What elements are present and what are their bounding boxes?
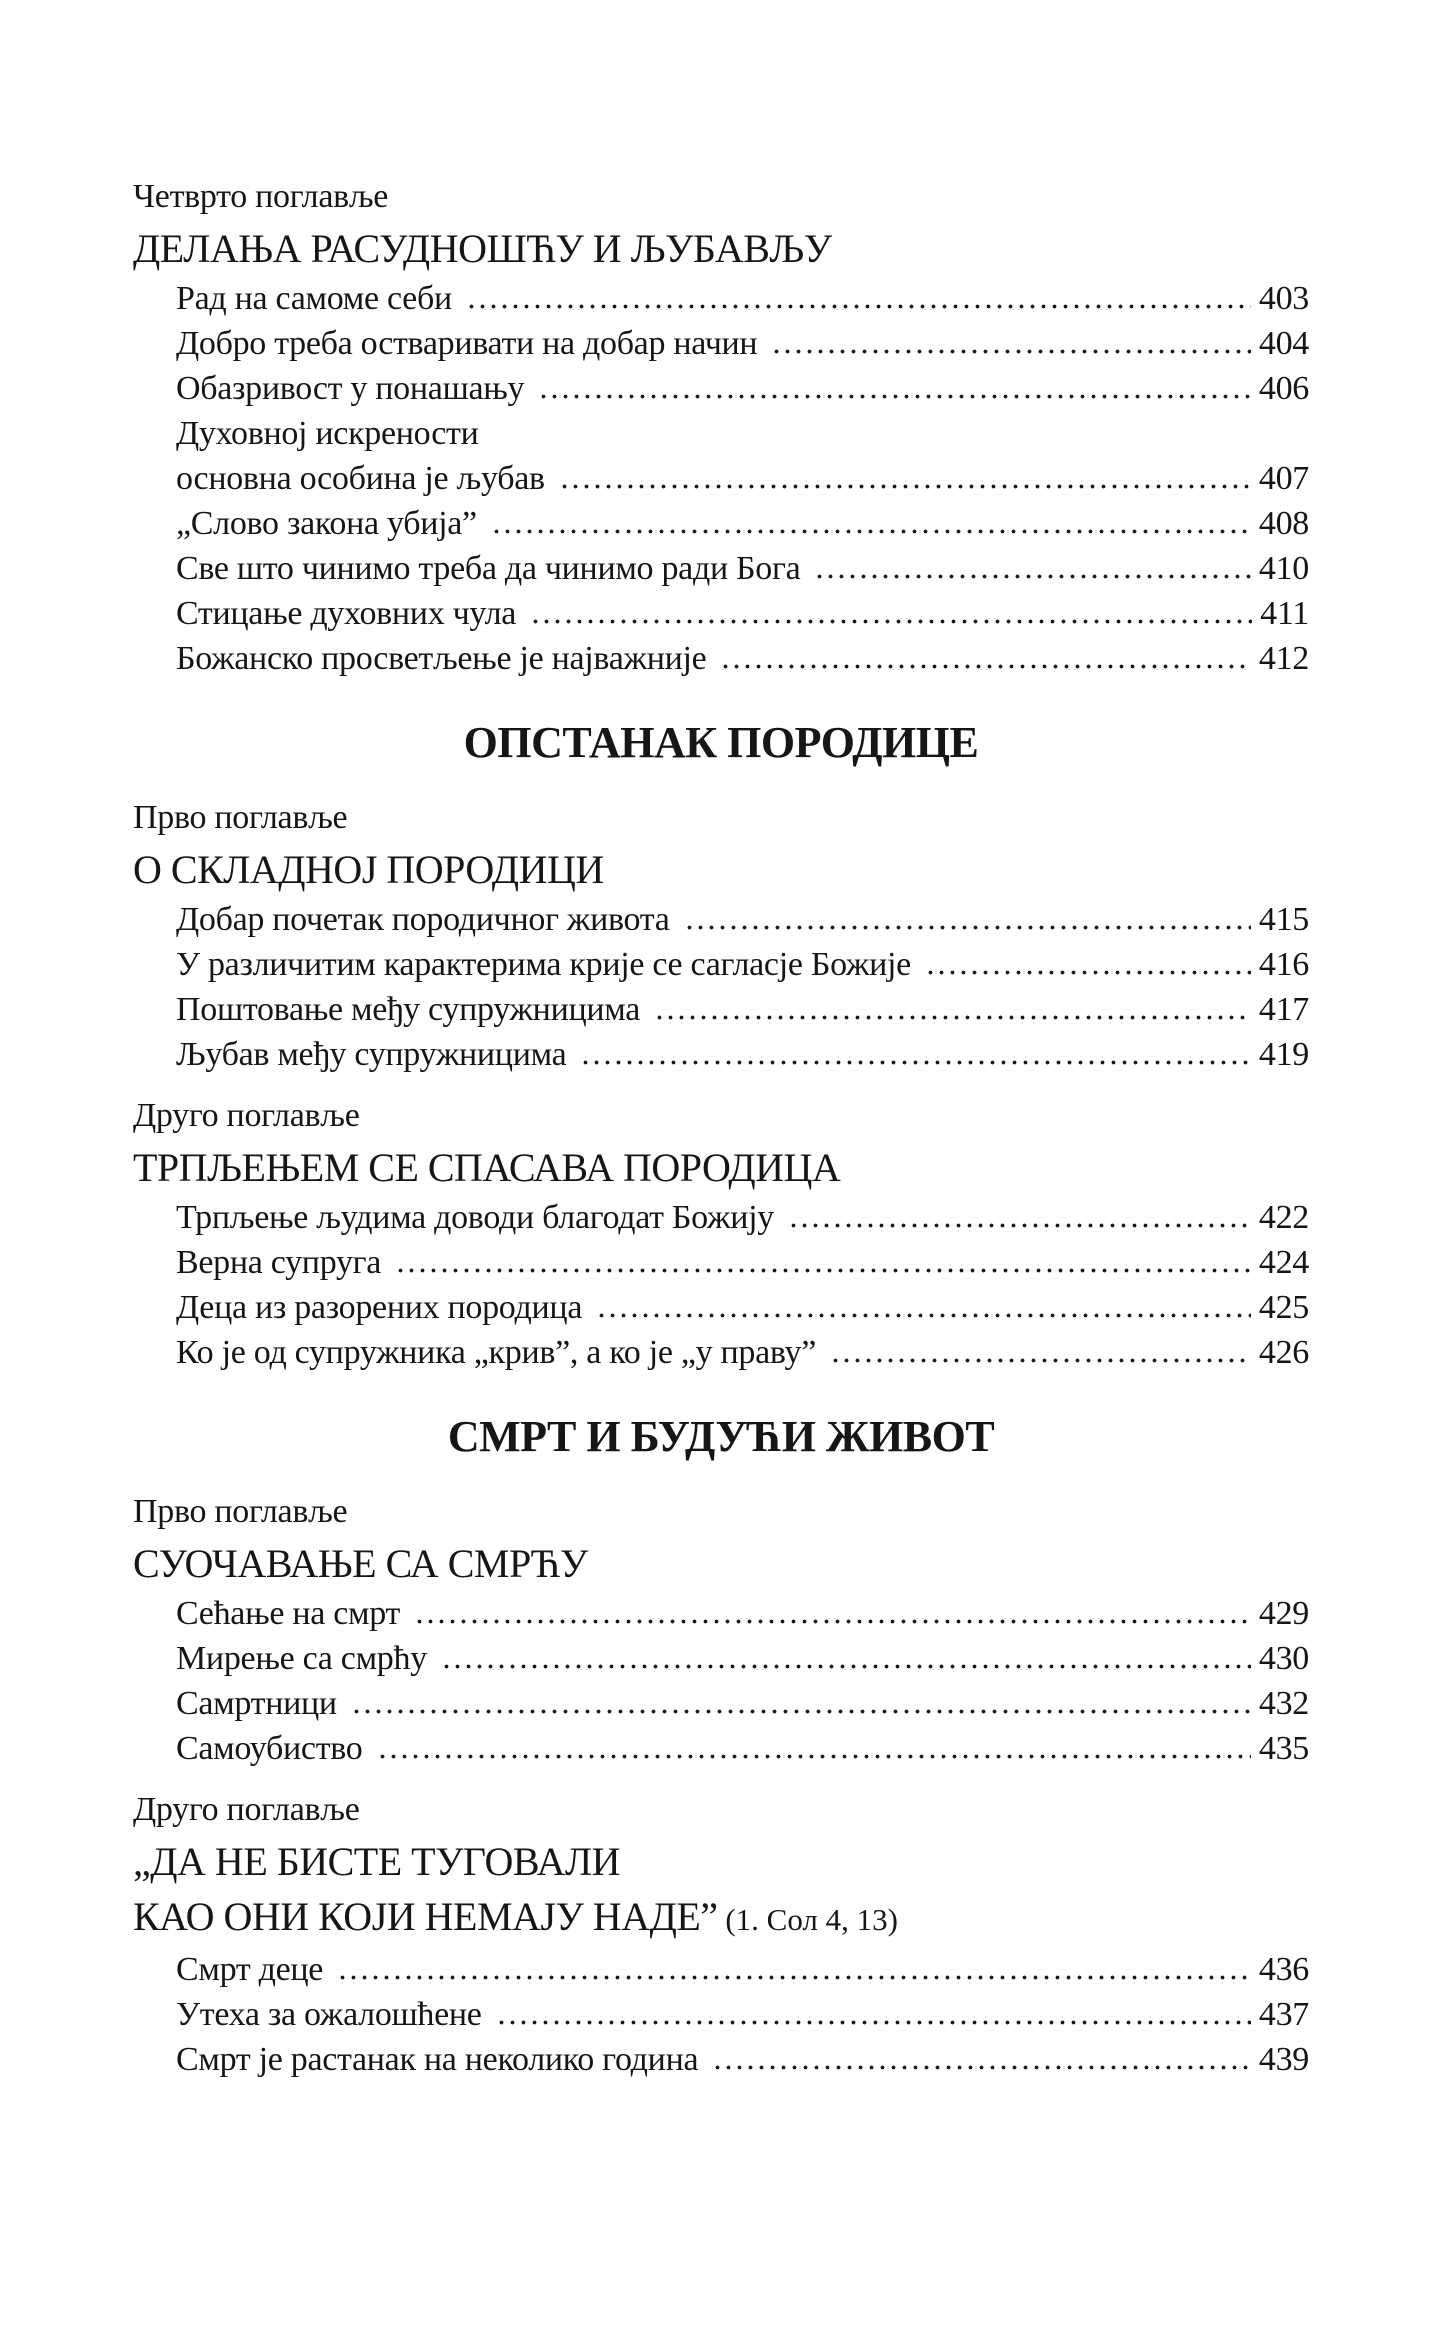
dot-leader [412,1619,1251,1624]
chapter-title: СУОЧАВАЊЕ СА СМРЋУ [133,1541,588,1586]
dot-leader [682,925,1251,930]
page-number: 407 [1258,460,1309,497]
page-number: 411 [1260,595,1309,632]
chapter-label: Прво поглавље [133,799,348,836]
toc-entry-title: Сећање на смрт [176,1595,401,1632]
toc-entry [133,546,1309,591]
toc-entry [133,1636,1309,1681]
chapter-title: ДЕЛАЊА РАСУДНОШЋУ И ЉУБАВЉУ [133,226,832,271]
toc-entry [133,1726,1309,1771]
toc-entry-title: Духовној искрености [176,415,479,452]
page-number: 425 [1258,1289,1309,1326]
dot-leader [594,1313,1251,1318]
chapter-title: О СКЛАДНОЈ ПОРОДИЦИ [133,847,604,892]
toc-entry-title: Добро треба остваривати на добар начин [176,325,758,362]
toc-entry-title: Мирење са смрћу [176,1640,427,1677]
toc-entry-title: Божанско просветљење је најважније [176,640,707,677]
toc-entry [133,1285,1309,1330]
toc-entry [133,2037,1309,2082]
scripture-reference: (1. Сол 4, 13) [717,1902,898,1937]
dot-leader [375,1754,1251,1759]
dot-leader [464,304,1251,309]
toc-entry [133,501,1309,546]
dot-leader [652,1015,1251,1020]
chapter-label: Друго поглавље [133,1791,360,1828]
dot-leader [828,1358,1251,1363]
toc-entry-title: Све што чинимо треба да чинимо ради Бога [176,550,801,587]
page-number: 403 [1258,280,1309,317]
page-number: 435 [1258,1730,1309,1767]
toc-entry-title: Обазривост у понашању [176,370,525,407]
toc-entry [133,942,1309,987]
toc-entry [133,1240,1309,1285]
page-number: 406 [1258,370,1309,407]
page-number: 430 [1258,1640,1309,1677]
toc-entry-title: основна особина је љубав [176,460,545,497]
dot-leader [393,1268,1251,1273]
chapter-label: Друго поглавље [133,1097,360,1134]
part-title: СМРТ И БУДУЋИ ЖИВОТ [447,1412,995,1461]
page-number: 424 [1258,1244,1309,1281]
toc-entry-title: Трпљење људима доводи благодат Божију [176,1199,774,1236]
dot-leader [349,1709,1251,1714]
toc-entry-title: У различитим карактерима крије се сагласје Божије [176,946,911,983]
toc-entry [133,591,1309,636]
page-number: 410 [1258,550,1309,587]
dot-leader [528,619,1252,624]
page-number: 412 [1258,640,1309,677]
toc-entry [133,456,1309,501]
dot-leader [489,529,1251,534]
toc-entry [133,366,1309,411]
dot-leader [536,394,1251,399]
dot-leader [578,1060,1251,1065]
toc-entry-title: Смрт је растанак на неколико година [176,2041,699,2078]
page-number: 417 [1258,991,1309,1028]
toc-entry-title: Стицање духовних чула [176,595,517,632]
toc-entry-title: Смрт деце [176,1951,324,1988]
toc-entry [133,1992,1309,2037]
table-of-contents [133,172,1309,2082]
page-number: 439 [1258,2041,1309,2078]
toc-entry [133,1591,1309,1636]
chapter-title: КАО ОНИ КОЈИ НЕМАЈУ НАДЕ” (1. Сол 4, 13) [133,1894,898,1939]
toc-entry-title: Добар почетак породичног живота [176,901,670,938]
toc-entry [133,1681,1309,1726]
chapter-title: ТРПЉЕЊЕМ СЕ СПАСАВА ПОРОДИЦА [133,1145,841,1190]
toc-entry [133,1947,1309,1992]
page-number: 426 [1258,1334,1309,1371]
page-number: 436 [1258,1951,1309,1988]
toc-entry [133,411,1309,456]
page-number: 408 [1258,505,1309,542]
dot-leader [718,664,1250,669]
toc-entry-title: Утеха за ожалошћене [176,1996,482,2033]
page-number: 404 [1258,325,1309,362]
page-number: 415 [1258,901,1309,938]
page-number: 419 [1258,1036,1309,1073]
page-number: 416 [1258,946,1309,983]
page-number: 432 [1258,1685,1309,1722]
part-title: ОПСТАНАК ПОРОДИЦЕ [463,718,979,767]
page-number: 437 [1258,1996,1309,2033]
toc-entry-title: Самоубиство [176,1730,363,1767]
toc-entry [133,1330,1309,1375]
toc-entry-title: Рад на самоме себи [176,280,452,317]
toc-entry [133,897,1309,942]
toc-entry [133,276,1309,321]
dot-leader [786,1223,1251,1228]
toc-entry-title: Деца из разорених породица [176,1289,583,1326]
dot-leader [557,484,1251,489]
toc-entry-title: Ко је од супружника „крив”, а ко је „у праву” [176,1334,816,1371]
toc-entry-title: Самртници [176,1685,337,1722]
dot-leader [812,574,1250,579]
toc-entry-title: Поштовање међу супружницима [176,991,641,1028]
toc-entry [133,987,1309,1032]
dot-leader [710,2065,1251,2070]
chapter-title: „ДА НЕ БИСТЕ ТУГОВАЛИ [133,1839,620,1884]
dot-leader [439,1664,1251,1669]
dot-leader [494,2020,1251,2025]
dot-leader [335,1975,1251,1980]
toc-entry-title: Љубав међу супружницима [176,1036,567,1073]
dot-leader [923,970,1251,975]
toc-entry [133,636,1309,681]
chapter-label: Прво поглавље [133,1493,348,1530]
toc-entry-title: „Слово закона убија” [176,505,477,542]
toc-entry [133,321,1309,366]
toc-entry-title: Верна супруга [176,1244,382,1281]
page-number: 422 [1258,1199,1309,1236]
toc-entry [133,1032,1309,1077]
page-number: 429 [1258,1595,1309,1632]
toc-entry [133,1195,1309,1240]
chapter-label: Четврто поглавље [133,178,389,215]
dot-leader [769,349,1251,354]
